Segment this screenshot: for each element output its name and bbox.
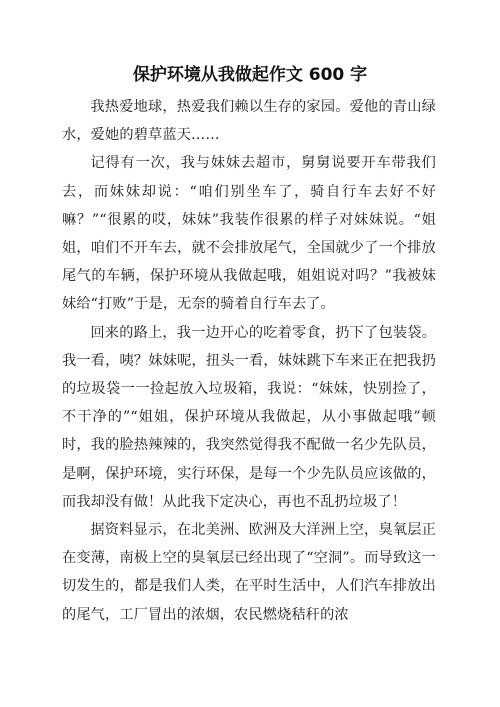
page-title: 保护环境从我做起作文 600 字 bbox=[132, 65, 368, 85]
paragraph-4: 据资料显示，在北美洲、欧洲及大洋洲上空，臭氧层正在变薄，南极上空的臭氧层已经出现了“空洞”。而导致这一切发生的，都是我们人类，在平时生活中，人们汽车排放出的尾气，工厂冒出的浓烟，农民燃烧秸秆的浓 bbox=[62, 522, 436, 623]
essay-body bbox=[62, 93, 436, 629]
paragraph-2: 记得有一次，我与妹妹去超市，舅舅说要开车带我们去，而妹妹却说：“咱们别坐车了，骑自行车去好不好嘛？”“很累的哎，妹妹”我装作很累的样子对妹妹说。“姐姐，咱们不开车去，就不会排放尾气，全国就少了一个排放尾气的车辆，保护环境从我做起哦，姐姐说对吗？”我被妹妹给“打败”于是，无奈的骑着自行车去了。 bbox=[62, 155, 436, 313]
paragraph-3: 回来的路上，我一边开心的吃着零食，扔下了包装袋。我一看，咦？妹妹呢，扭头一看，妹妹跳下车来正在把我扔的垃圾袋一一捡起放入垃圾箱，我说：“妹妹，快别捡了，不干净的”“姐姐，保护环境从我做起，从小事做起哦”顿时，我的脸热辣辣的，我突然觉得我不配做一名少先队员，是啊，保护环境，实行环保，是每一个少先队员应该做的，而我却没有做！从此我下定决心，再也不乱扔垃圾了！ bbox=[62, 324, 436, 510]
paragraph-1: 我热爱地球，热爱我们赖以生存的家园。爱他的青山绿水，爱她的碧草蓝天…… bbox=[62, 99, 436, 144]
